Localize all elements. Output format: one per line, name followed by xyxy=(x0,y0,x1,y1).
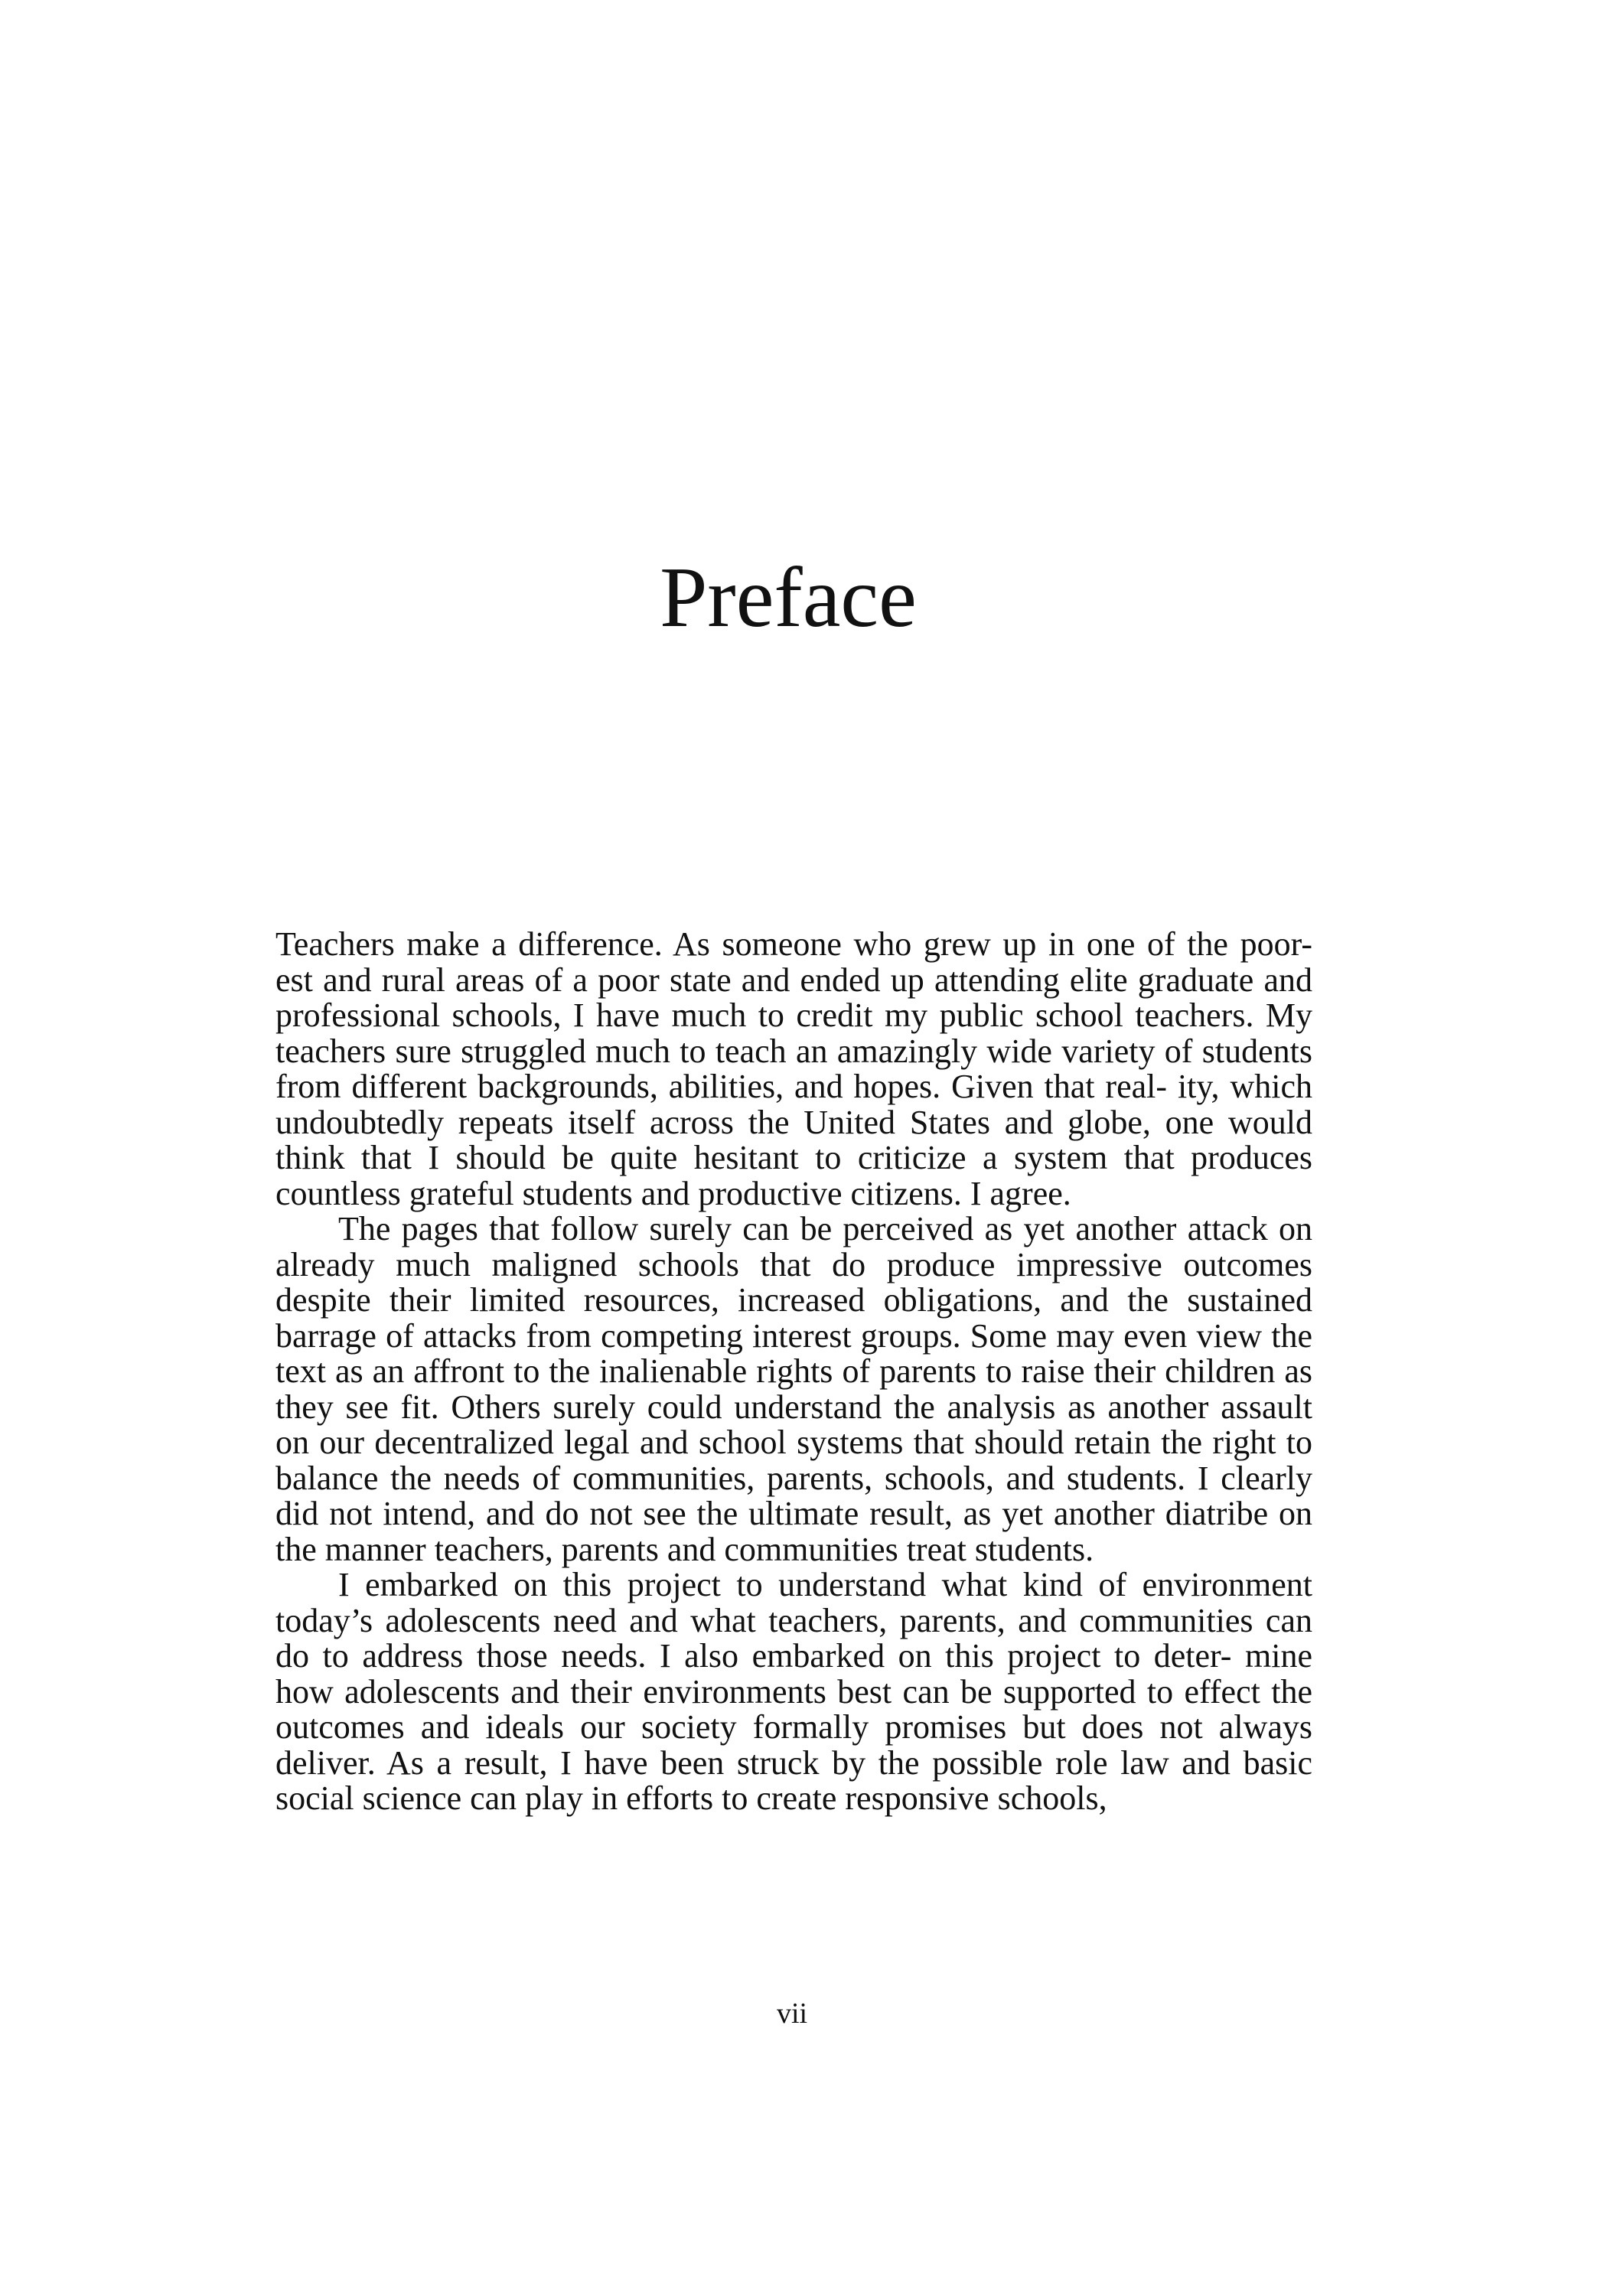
page-number: vii xyxy=(776,1998,808,2030)
preface-body xyxy=(275,927,1312,1817)
paragraph: I embarked on this project to understand what kind of environment today’s adolescents need and what teachers, parents, and communities can do to address those needs. I also embarked on this project to deter- mine how adolescents and their environments best can be supported to effect the outcomes and ideals our society formally promises but does not always deliver. As a result, I have been struck by the possible role law and basic social science can play in efforts to create responsive schools, xyxy=(275,1566,1312,1817)
chapter-title: Preface xyxy=(660,550,917,645)
paragraph: Teachers make a difference. As someone who grew up in one of the poor- est and rural areas of a poor state and ended up attending elite graduate and professional schools, I have much to credit my public school teachers. My teachers sure struggled much to teach an amazingly wide variety of students from different backgrounds, abilities, and hopes. Given that real- ity, which undoubtedly repeats itself across the United States and globe, one would think that I should be quite hesitant to criticize a system that produces countless grateful students and productive citizens. I agree. xyxy=(275,925,1312,1212)
paragraph: The pages that follow surely can be perceived as yet another attack on already much maligned schools that do produce impressive outcomes despite their limited resources, increased obligations, and the sustained barrage of attacks from competing interest groups. Some may even view the text as an affront to the inalienable rights of parents to raise their children as they see fit. Others surely could understand the analysis as another assault on our decentralized legal and school systems that should retain the right to balance the needs of communities, parents, schools, and students. I clearly did not intend, and do not see the ultimate result, as yet another diatribe on the manner teachers, parents and communities treat students. xyxy=(275,1210,1312,1568)
